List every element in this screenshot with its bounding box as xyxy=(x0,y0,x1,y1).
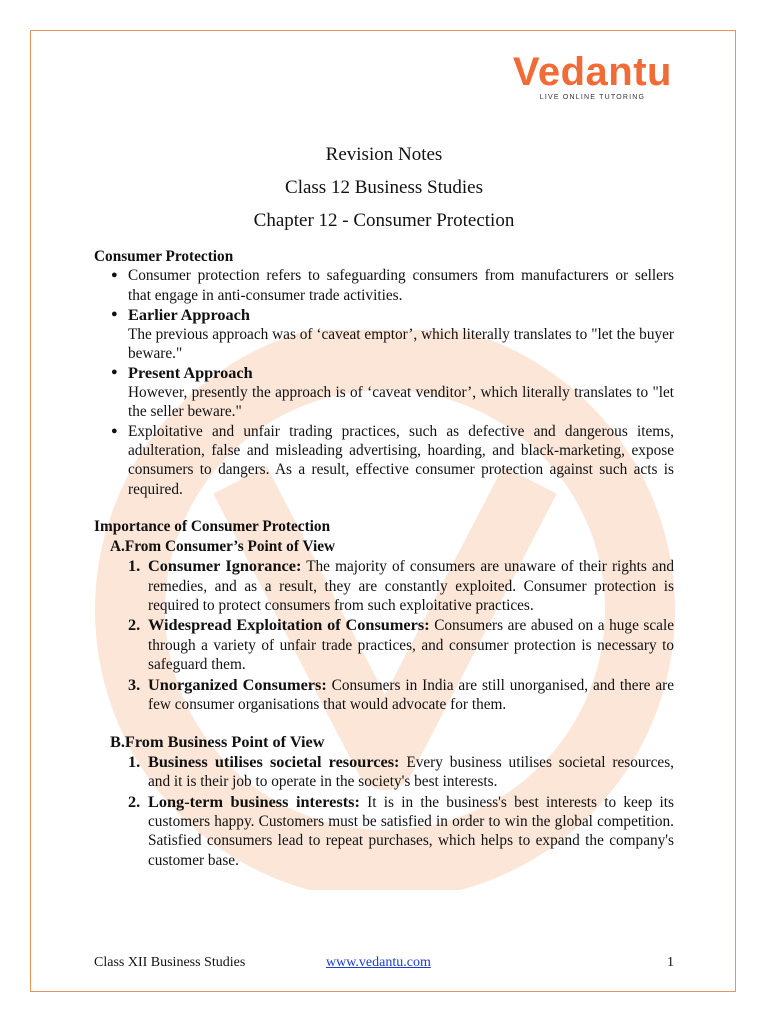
present-approach-text: However, presently the approach is of ‘caveat venditor’, which literally translates to "let the seller beware." xyxy=(128,383,674,421)
page-number: 1 xyxy=(667,955,674,970)
numbered-item: 3. Unorganized Consumers: Consumers in India are still unorganised, and there are few consumer organisations that would advocate for them. xyxy=(128,674,675,713)
subsection-business-view: B.From Business Point of View xyxy=(110,732,325,752)
logo-wordmark: Vedantu xyxy=(512,50,672,94)
footer-website-link[interactable]: www.vedantu.com xyxy=(326,955,431,970)
bullet-icon: ● xyxy=(111,366,118,379)
document-titles xyxy=(0,138,768,237)
numbered-item: 1. Consumer Ignorance: The majority of consumers are unaware of their rights and remedies, and as a result, they are constantly exploited. Consumer protection is required to protect consumers from such exploitative practices. xyxy=(128,556,674,614)
title-revision-notes: Revision Notes xyxy=(325,144,443,165)
bullet-icon: ● xyxy=(111,308,118,321)
section-heading-importance: Importance of Consumer Protection xyxy=(94,518,331,536)
logo-tagline: LIVE ONLINE TUTORING xyxy=(539,94,646,101)
earlier-approach-text: The previous approach was of ‘caveat emptor’, which literally translates to "let the buyer beware." xyxy=(128,325,674,363)
numbered-item: 2. Long-term business interests: It is in the business's best interests to keep its customers happy. Customers must be satisfied in order to win the global competition. Satisfied consumers lead to repeat purchases, which helps to expand the company's customer base. xyxy=(128,791,674,869)
section-heading-consumer-protection: Consumer Protection xyxy=(94,248,234,265)
title-class: Class 12 Business Studies xyxy=(285,177,483,198)
title-chapter: Chapter 12 - Consumer Protection xyxy=(253,210,515,231)
numbered-item: 2. Widespread Exploitation of Consumers: Consumers are abused on a huge scale through a variety of unfair trade practices, and consumer protection is necessary to safeguard them. xyxy=(128,615,675,674)
vedantu-logo xyxy=(513,52,672,101)
bullet-icon: ● xyxy=(111,424,118,437)
present-approach-heading: Present Approach xyxy=(128,363,253,383)
list-item xyxy=(94,363,674,421)
earlier-approach-heading: Earlier Approach xyxy=(128,305,250,325)
page-content xyxy=(94,247,674,870)
list-item: ● Exploitative and unfair trading practices, such as defective and dangerous items, adulteration, false and misleading advertising, hoarding, and black-marketing, expose consumers to dangers. As a result, effective consumer protection against such acts is required. xyxy=(111,422,674,498)
bullet-icon: ● xyxy=(111,269,118,282)
footer-course: Class XII Business Studies xyxy=(94,955,246,970)
consumer-protection-list xyxy=(94,266,674,499)
list-item: ● Consumer protection refers to safeguarding consumers from manufacturers or sellers that engage in anti-consumer trade activities. xyxy=(111,267,674,304)
numbered-item: 1. Business utilises societal resources: Every business utilises societal resources, and it is their job to operate in the society's best interests. xyxy=(128,751,674,791)
subsection-consumer-view: A.From Consumer’s Point of View xyxy=(110,537,336,555)
list-item xyxy=(94,305,674,363)
